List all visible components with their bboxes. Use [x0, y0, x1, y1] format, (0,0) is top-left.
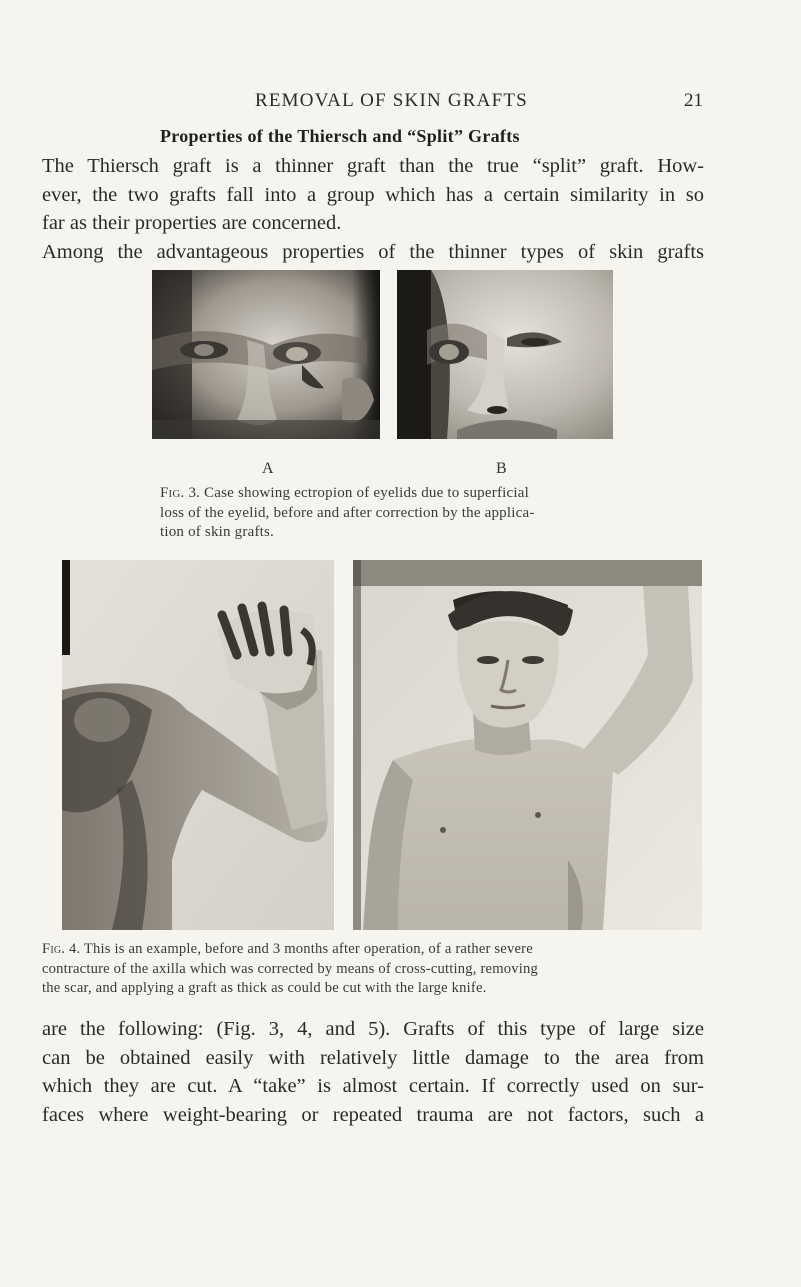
figure-3-caption-fig: Fig. [160, 485, 185, 501]
text-line: faces where weight-bearing or repeated trauma are not factors, such a [42, 1103, 704, 1126]
caption-line: tion of skin grafts. [160, 524, 274, 541]
running-head: REMOVAL OF SKIN GRAFTS [255, 90, 528, 111]
figure-3-caption [160, 484, 535, 543]
paragraph-top [42, 152, 704, 266]
text-line: ever, the two grafts fall into a group which has a certain similarity in so [42, 183, 704, 206]
paragraph-bottom [42, 1015, 704, 1129]
figure-4-before-photo [62, 560, 334, 930]
figure-3-label-b: B [496, 460, 507, 477]
text-line: The Thiersch graft is a thinner graft than the true “split” graft. How- [42, 155, 704, 177]
caption-line: 3. Case showing ectropion of eyelids due to superficial [184, 485, 529, 501]
figure-3a-photo [152, 270, 380, 439]
figure-4-after-photo [353, 560, 702, 930]
caption-line: contracture of the axilla which was corrected by means of cross-cutting, removing [42, 960, 538, 977]
figure-4-caption [42, 940, 538, 999]
figure-4-caption-fig: Fig. [42, 941, 66, 957]
text-line: Among the advantageous properties of the thinner types of skin grafts [42, 240, 704, 263]
figure-3-label-a: A [262, 460, 274, 477]
text-line: far as their properties are concerned. [42, 212, 342, 235]
figure-3b-photo [397, 270, 613, 439]
page-number: 21 [684, 90, 703, 111]
caption-line: loss of the eyelid, before and after correction by the applica- [160, 504, 535, 521]
text-line: which they are cut. A “take” is almost certain. If correctly used on sur- [42, 1075, 704, 1098]
text-line: are the following: (Fig. 3, 4, and 5). Grafts of this type of large size [42, 1018, 704, 1040]
caption-line: the scar, and applying a graft as thick as could be cut with the large knife. [42, 980, 487, 997]
text-line: can be obtained easily with relatively little damage to the area from [42, 1046, 704, 1069]
section-heading: Properties of the Thiersch and “Split” Grafts [160, 126, 520, 146]
caption-line: 4. This is an example, before and 3 months after operation, of a rather severe [65, 941, 533, 957]
